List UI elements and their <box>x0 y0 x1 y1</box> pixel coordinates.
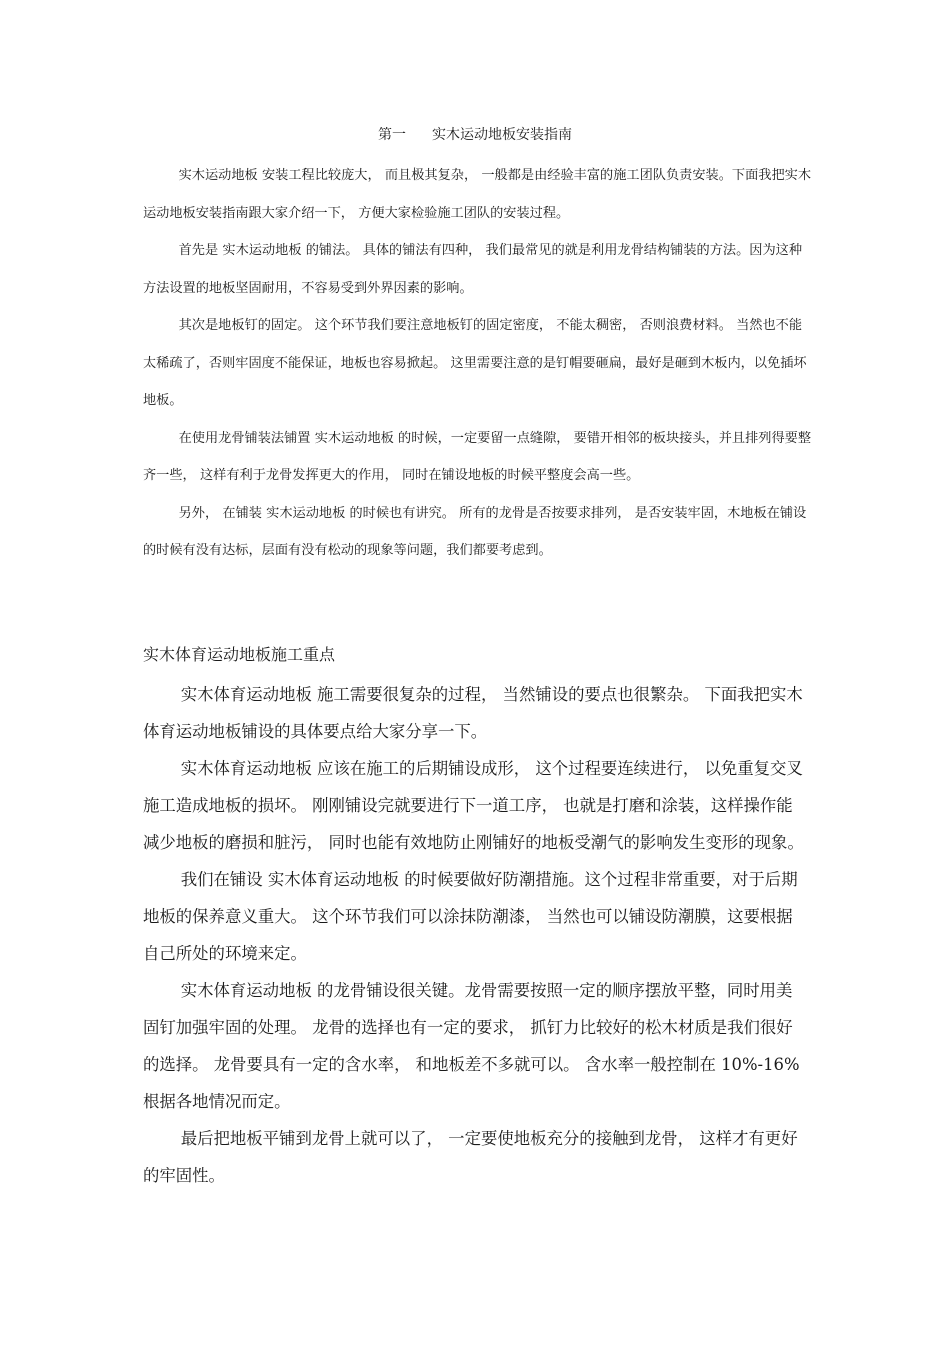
paragraph: 另外， 在铺装 实木运动地板 的时候也有讲究。 所有的龙骨是否按要求排列， 是否安装牢固，木地板在铺设的时候有没有达标，层面有没有松动的现象等问题，我们都要考虑到。 <box>143 505 807 558</box>
paragraph: 实木体育运动地板 应该在施工的后期铺设成形， 这个过程要连续进行， 以免重复交叉施工造成地板的损坏。 刚刚铺设完就要进行下一道工序， 也就是打磨和涂装，这样操作能减少地板的磨损和脏污， 同时也能有效地防止刚铺好的地板受潮气的影响发生变形的现象。 <box>143 759 804 852</box>
paragraph: 我们在铺设 实木体育运动地板 的时候要做好防潮措施。这个过程非常重要，对于后期地板的保养意义重大。 这个环节我们可以涂抹防潮漆， 当然也可以铺设防潮膜，这要根据自己所处的环境来定。 <box>143 870 798 963</box>
paragraph: 实木体育运动地板 施工需要很复杂的过程， 当然铺设的要点也很繁杂。 下面我把实木体育运动地板铺设的具体要点给大家分享一下。 <box>143 685 803 741</box>
paragraph: 其次是地板钉的固定。 这个环节我们要注意地板钉的固定密度， 不能太稠密， 否则浪费材料。 当然也不能太稀疏了，否则牢固度不能保证，地板也容易掀起。 这里需要注意的是钉帽要砸扁，最好是砸到木板内，以免插坏地板。 <box>143 318 807 408</box>
paragraph: 实木体育运动地板 的龙骨铺设很关键。龙骨需要按照一定的顺序摆放平整，同时用美固钉加强牢固的处理。 龙骨的选择也有一定的要求， 抓钉力比较好的松木材质是我们很好的选择。 龙骨要具有一定的含水率， 和地板差不多就可以。 含水率一般控制在 10%-16% 根据各地情况而定。 <box>143 981 800 1111</box>
title-prefix: 第一 <box>378 127 406 143</box>
section-construction-points <box>143 676 808 1194</box>
paragraph: 在使用龙骨铺装法铺置 实木运动地板 的时候，一定要留一点缝隙， 要错开相邻的板块接头，并且排列得要整齐一些， 这样有利于龙骨发挥更大的作用， 同时在铺设地板的时候平整度会高一些。 <box>143 430 812 483</box>
document-title <box>0 124 950 144</box>
paragraph: 首先是 实木运动地板 的铺法。 具体的铺法有四种， 我们最常见的就是利用龙骨结构铺装的方法。因为这种方法设置的地板坚固耐用，不容易受到外界因素的影响。 <box>143 243 803 296</box>
title-main: 实木运动地板安装指南 <box>432 127 572 143</box>
paragraph: 最后把地板平铺到龙骨上就可以了， 一定要使地板充分的接触到龙骨， 这样才有更好的牢固性。 <box>143 1129 798 1185</box>
section-installation-guide <box>143 157 811 570</box>
section-heading: 实木体育运动地板施工重点 <box>143 645 336 664</box>
paragraph: 实木运动地板 安装工程比较庞大， 而且极其复杂， 一般都是由经验丰富的施工团队负责安装。下面我把实木运动地板安装指南跟大家介绍一下， 方便大家检验施工团队的安装过程。 <box>143 168 812 221</box>
